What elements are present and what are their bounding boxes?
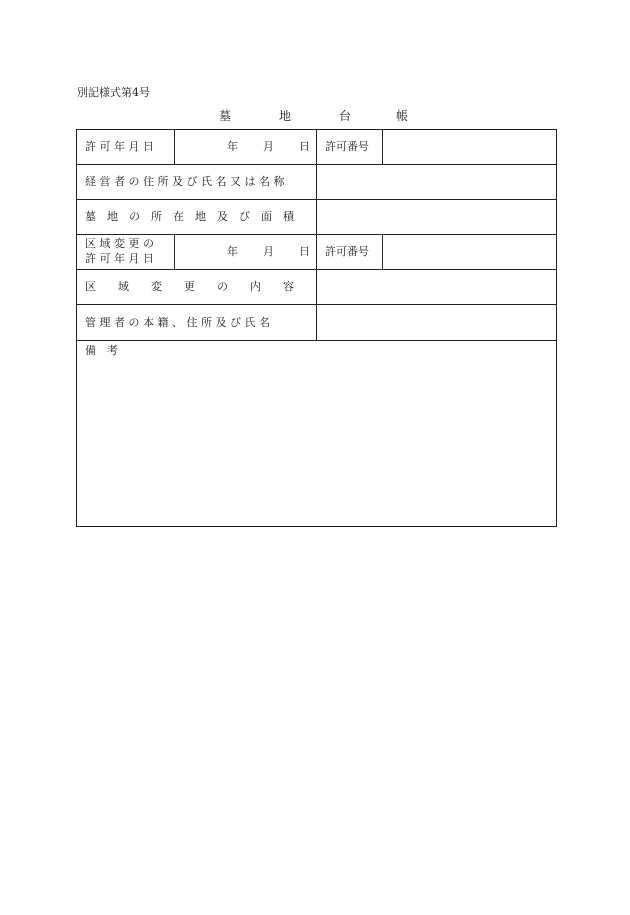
column-divider [316, 130, 317, 340]
cemetery-location-area-label: 墓 地 の 所 在 地 及 び 面 積 [85, 210, 294, 223]
document-title [205, 107, 425, 123]
column-divider [174, 234, 175, 269]
area-change-label-line1: 区 域 変 更 の [85, 237, 154, 250]
area-change-label-line2: 許 可 年 月 日 [85, 252, 154, 265]
day-label: 日 [299, 245, 310, 258]
month-label: 月 [263, 245, 274, 258]
permit-number-label: 許可番号 [325, 245, 369, 258]
column-divider [382, 130, 383, 164]
area-change-details-label: 区 域 変 更 の 内 容 [85, 280, 294, 293]
permit-date-label: 許 可 年 月 日 [85, 140, 154, 153]
cemetery-register-table [76, 129, 557, 527]
form-number: 別記様式第4号 [77, 86, 150, 99]
day-label: 日 [299, 140, 310, 153]
row-divider [77, 340, 556, 341]
permit-number-label: 許可番号 [325, 140, 369, 153]
operator-address-name-label: 経 営 者 の 住 所 及 び 氏 名 又 は 名 称 [85, 175, 285, 188]
title-char-1: 墓 [219, 109, 232, 123]
title-char-3: 台 [339, 109, 352, 123]
remarks-label: 備 考 [85, 344, 118, 357]
column-divider [382, 234, 383, 269]
title-char-2: 地 [279, 109, 292, 123]
title-char-4: 帳 [396, 109, 409, 123]
year-label: 年 [227, 140, 238, 153]
month-label: 月 [263, 140, 274, 153]
year-label: 年 [227, 245, 238, 258]
manager-domicile-address-name-label: 管 理 者 の 本 籍 、 住 所 及 び 氏 名 [85, 316, 270, 329]
column-divider [174, 130, 175, 164]
